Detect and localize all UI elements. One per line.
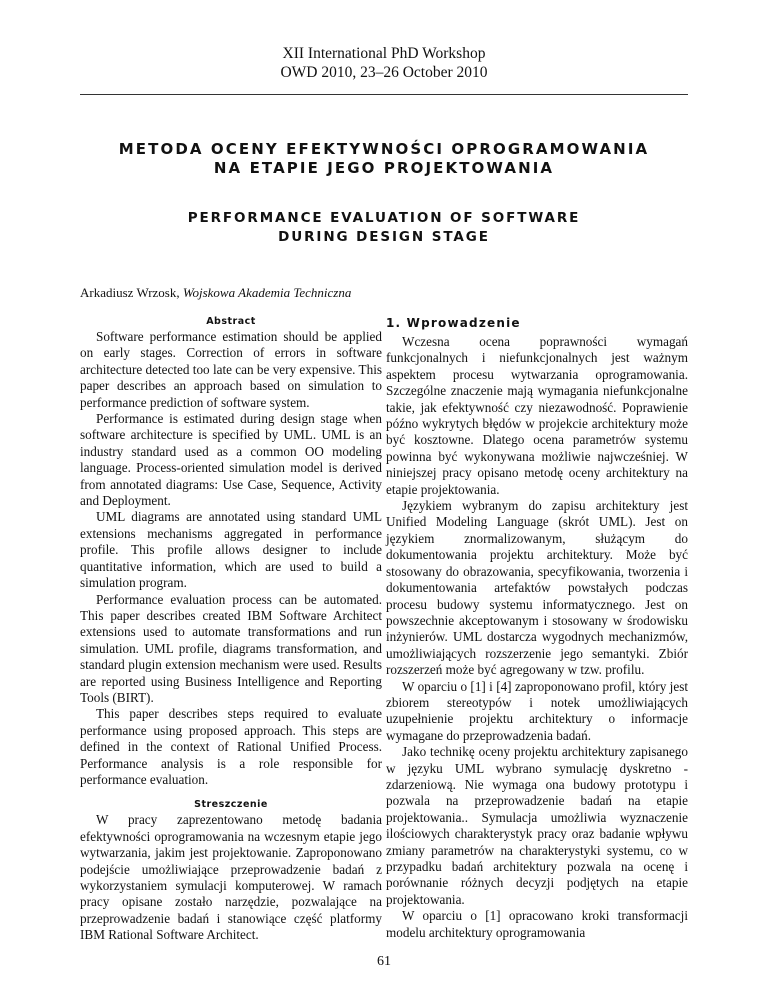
workshop-event: OWD 2010, 23–26 October 2010 bbox=[280, 64, 488, 81]
abstract-paragraph: Performance is estimated during design stage when software architecture is specified by UML. UML is an industry standard used as a common OO modeling language. Process-oriented simulation model is derived from annotated diagrams: Use Case, Sequence, Activity and Deployment. bbox=[80, 411, 382, 509]
section-paragraph: Językiem wybranym do zapisu architektury jest Unified Modeling Language (skrót UML). Jest on językiem znormalizowanym, służącym do dokumentowania projektu architektury. Może być stosowany do obrazowania, specyfikowania, tworzenia i dokumentowania artefaktów powstałych podczas procesu budowy systemu informatycznego. Jest on powszechnie akceptowanym i stosowany w środowisku inżynierów. UML dostarcza wygodnych mechanizmów, umożliwiających rozszerzenie jego semantyki. Zbiór rozszerzeń może być agregowany w tzw. profilu. bbox=[386, 498, 688, 678]
section-paragraph: W oparciu o [1] opracowano kroki transformacji modelu architektury oprogramowania bbox=[386, 908, 688, 940]
page-header bbox=[0, 44, 768, 82]
abstract-paragraph: UML diagrams are annotated using standard UML extensions mechanisms aggregated in performance profile. This profile allows designer to include quantitative information, which are used to build a simulation program. bbox=[80, 509, 382, 591]
abstract-heading: Abstract bbox=[206, 316, 256, 327]
header-divider bbox=[80, 94, 688, 95]
workshop-name: XII International PhD Workshop bbox=[282, 45, 486, 62]
title-polish-line2: NA ETAPIE JEGO PROJEKTOWANIA bbox=[213, 159, 555, 177]
title-polish-line1: METODA OCENY EFEKTYWNOŚCI OPROGRAMOWANIA bbox=[118, 140, 650, 158]
author-name: Arkadiusz Wrzosk bbox=[80, 285, 177, 300]
page-number: 61 bbox=[377, 954, 391, 969]
section-paragraph: W oparciu o [1] i [4] zaproponowano profil, który jest zbiorem stereotypów i notek umożliwiających uzupełnienie projektu architektury o informacje wymagane do przeprowadzenia badań. bbox=[386, 678, 688, 743]
streszczenie-heading: Streszczenie bbox=[194, 799, 268, 811]
abstract-paragraph: Performance evaluation process can be automated. This paper describes created IBM Software Architect extensions used to automate transformations and run simulation. UML profile, diagrams transformation, and standard plugin extension mechanism were used. Results are reported using Business Intelligence and Reporting Tools (BIRT). bbox=[80, 591, 382, 705]
title-polish bbox=[60, 140, 708, 178]
title-english-line1: PERFORMANCE EVALUATION OF SOFTWARE bbox=[187, 210, 581, 226]
left-column bbox=[80, 315, 382, 944]
section-paragraph: Jako technikę oceny projektu architektury zapisanego w języku UML wybrano symulację dyskretno - zdarzeniową. Nie wymaga ona budowy prototypu i pozwala na przeprowadzenie badań na etapie projektowania.. Symulacja umożliwia wyznaczenie ilościowych charakterystyk pracy oraz badanie wpływu zmiany parametrów na charakterystyki systemu, co w przypadku badań architektury pozwala na ocenę i porównanie różnych decyzji podjętych na etapie projektowania. bbox=[386, 744, 688, 907]
title-english bbox=[60, 209, 708, 247]
title-english-line2: DURING DESIGN STAGE bbox=[278, 229, 490, 245]
section-paragraph: Wczesna ocena poprawności wymagań funkcjonalnych i niefunkcjonalnych jest ważnym aspektem procesu wytwarzania oprogramowania. Szczególne znaczenie mają wymagania niefunkcjonalne takie, jak efektywność czy niezawodność. Poprawienie późno wykrytych błędów w projekcie architektury może być kosztowne. Dlatego ocena parametrów systemu powinna być wykonywana możliwie najwcześniej. W niniejszej pracy opisano metodę oceny architektury na etapie projektowania. bbox=[386, 334, 688, 497]
right-column bbox=[386, 315, 688, 941]
section-heading: 1. Wprowadzenie bbox=[386, 316, 521, 330]
streszczenie-paragraph: W pracy zaprezentowano metodę badania efektywności oprogramowania na wczesnym etapie jego wytwarzania, jakim jest projektowanie. Zaproponowano podejście umożliwiające przeprowadzenie badań z wykorzystaniem symulacji komputerowej. W ramach pracy opisane zostało narzędzie, pozwalające na przeprowadzenie badań i stanowiące część platformy IBM Rational Software Architect. bbox=[80, 812, 382, 943]
abstract-paragraph: Software performance estimation should be applied on early stages. Correction of errors in software architecture detected too late can be very expensive. This paper describes an approach based on simulation to performance prediction of software system. bbox=[80, 329, 382, 410]
abstract-paragraph: This paper describes steps required to evaluate performance using proposed approach. This steps are defined in the context of Rational Unified Process. Performance analysis is a role responsible for performance evaluation. bbox=[80, 706, 382, 787]
author-line: Arkadiusz Wrzosk, Wojskowa Akademia Techniczna bbox=[80, 285, 352, 300]
author-affiliation: Wojskowa Akademia Techniczna bbox=[182, 285, 352, 300]
